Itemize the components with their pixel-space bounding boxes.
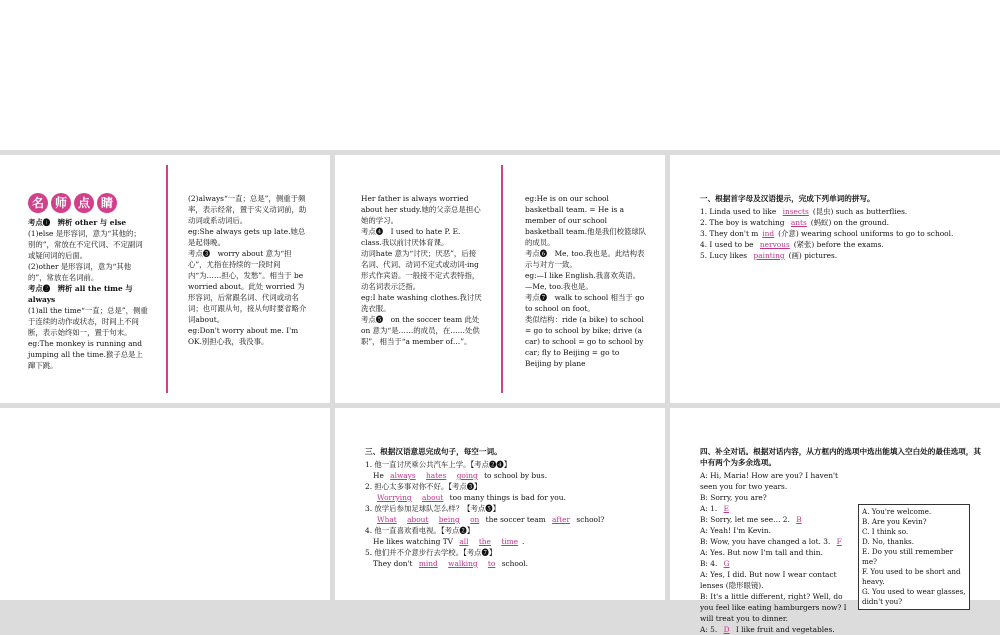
exercise-item: 5. 他们并不介意步行去学校。【考点❼】: [365, 548, 497, 557]
exercise-answer-line: [365, 492, 655, 503]
line-text: (画) pictures.: [788, 251, 838, 260]
exercise-item: 2. 担心太多事对你不好。【考点❸】: [365, 482, 482, 491]
line-text: (昆虫) such as butterflies.: [812, 207, 908, 216]
line-text: A: Hi, Maria! How are you? I haven't seen you for two years.: [700, 471, 838, 491]
blank-top-area: [0, 0, 1000, 150]
option-item: A. You're welcome.: [862, 507, 932, 516]
exercise-heading: 三、根据汉语意思完成句子，每空一词。: [365, 447, 502, 456]
point-text: (1)else 是形容词，意为“其他的；别的”，常放在不定代词、不定副词或疑问词的后面。: [28, 229, 143, 260]
line-text: (介意) wearing school uniforms to go to school.: [778, 229, 954, 238]
exercise-item: [700, 250, 990, 261]
panel-exercise-translate: [335, 408, 665, 600]
point-text: 考点❺ on the soccer team 此处 on 意为“是……的成员，在……处供职”，相当于“a member of…”。: [361, 315, 480, 346]
banner-char: 名: [28, 193, 48, 213]
answer-blank: What: [377, 515, 397, 524]
answer-blank: all: [459, 537, 469, 546]
exercise-item: [700, 239, 990, 250]
line-text: school.: [499, 559, 528, 568]
point-text: 考点❹ I used to hate P. E. class.我以前讨厌体育课。: [361, 227, 461, 247]
line-text: A: 1.: [700, 504, 720, 513]
line-text: 5. Lucy likes: [700, 251, 750, 260]
answer-blank: insects: [782, 207, 809, 216]
dialogue-line: [700, 558, 852, 569]
answer-blank: E: [723, 504, 729, 513]
options-box: [858, 504, 970, 610]
answer-blank: about: [407, 515, 429, 524]
line-text: A: 5.: [700, 625, 720, 634]
dialogue-line: [700, 503, 852, 514]
translate-exercise: [365, 446, 655, 569]
dialogue-line: [700, 591, 852, 624]
line-text: (蚂蚁) on the ground.: [810, 218, 890, 227]
tips-text-col4: [525, 193, 647, 369]
point-heading: 考点❷ 辨析 all the time 与 always: [28, 284, 133, 304]
dialogue-line: [700, 547, 852, 558]
dialogue-line: [700, 525, 852, 536]
point-text: 动词hate 意为“讨厌；厌恶”，后接名词、代词、动词不定式或动词-ing 形式作宾语。一般接不定式表特指，动名词表示泛指。: [361, 249, 480, 291]
dialogue-line: [700, 536, 852, 547]
line-text: They don't: [373, 559, 415, 568]
answer-blank: being: [438, 515, 460, 524]
dialogue-list: [700, 470, 852, 635]
answer-blank: on: [470, 515, 480, 524]
answer-blank: ants: [790, 218, 807, 227]
answer-blank: Worrying: [377, 493, 412, 502]
point-example: —Me, too.我也是。: [525, 282, 593, 291]
pink-divider: [166, 165, 168, 393]
exercise-item: [700, 206, 990, 217]
answer-blank: to: [487, 559, 496, 568]
exercise-answer-line: [365, 514, 655, 525]
dialogue-line: [700, 492, 852, 503]
exercise-answer-line: [365, 470, 655, 481]
exercise-item: [700, 228, 990, 239]
line-text: He likes watching TV: [373, 537, 456, 546]
banner-char: 点: [74, 193, 94, 213]
answer-blank: time: [501, 537, 518, 546]
answer-blank: painting: [753, 251, 785, 260]
option-item: D. No, thanks.: [862, 537, 915, 546]
point-example: Her father is always worried about her study.她的父亲总是担心她的学习。: [361, 194, 481, 225]
line-text: school?: [574, 515, 605, 524]
line-text: 2. The boy is watching: [700, 218, 787, 227]
line-text: B: Sorry, let me see… 2.: [700, 515, 793, 524]
point-heading: 考点❶ 辨析 other 与 else: [28, 218, 127, 227]
answer-blank: after: [552, 515, 571, 524]
point-example: eg:He is on our school basketball team. = He is a member of our school basketball team.他是我们校篮球队的成员。: [525, 194, 647, 247]
panel-exercise-dialogue: [670, 408, 1000, 634]
tips-text-col2: [188, 193, 308, 347]
line-text: 4. I used to be: [700, 240, 756, 249]
exercise-item: 4. 他一直喜欢看电视。【考点❷】: [365, 526, 475, 535]
answer-blank: ind: [762, 229, 775, 238]
point-text: 考点❻ Me, too.我也是。此结构表示与对方一致。: [525, 249, 645, 269]
answer-blank: D: [723, 625, 730, 634]
exercise-heading: 一、根据首字母及汉语提示，完成下列单词的拼写。: [700, 194, 875, 203]
panel-exercise-spelling: [670, 155, 1000, 403]
dialogue-line: [700, 569, 852, 591]
panel-tips-2: [335, 155, 665, 403]
answer-blank: mind: [418, 559, 438, 568]
line-text: B: It's a little different, right? Well, do you feel like eating hamburgers now? I will treat you to dinner.: [700, 592, 847, 623]
point-example: eg:The monkey is running and jumping all the time.猴子总是上蹿下跳。: [28, 339, 143, 370]
pink-divider: [501, 165, 503, 393]
answer-blank: the: [478, 537, 491, 546]
dialogue-line: [700, 514, 852, 525]
point-example: eg:Don't worry about me. I'm OK.别担心我，我没事。: [188, 326, 299, 346]
line-text: too many things is bad for you.: [447, 493, 566, 502]
option-item: G. You used to wear glasses, didn't you?: [862, 587, 966, 606]
line-text: (紧张) before the exams.: [793, 240, 884, 249]
point-text: 考点❸ worry about 意为“担心”，尤指在持续的一段时间内“为……担心，发愁”。相当于 be worried about。此处 worried 为形容词，后常跟名词、代词或动名词；也可跟从句，接从句时要省略介词about。: [188, 249, 307, 324]
line-text: .: [522, 537, 525, 546]
tips-banner: [28, 193, 148, 213]
point-example: eg:She always gets up late.她总是起得晚。: [188, 227, 306, 247]
option-item: C. I think so.: [862, 527, 909, 536]
answer-blank: hates: [426, 471, 447, 480]
banner-char: 师: [51, 193, 71, 213]
line-text: to school by bus.: [481, 471, 548, 480]
panel-blank: [0, 408, 330, 600]
exercise-item: [700, 217, 990, 228]
point-example: eg:I hate washing clothes.我讨厌洗衣服。: [361, 293, 482, 313]
point-text: 考点❼ walk to school 相当于 go to school on foot。: [525, 293, 645, 313]
point-text: 类似结构：ride (a bike) to school = go to school by bike; drive (a car) to school = go to school by car; fly to Beijing = go to Beijing by plane: [525, 315, 644, 368]
answer-blank: about: [422, 493, 444, 502]
line-text: I like fruit and vegetables.: [733, 625, 835, 634]
line-text: B: 4.: [700, 559, 720, 568]
answer-blank: always: [390, 471, 416, 480]
exercise-answer-line: [365, 558, 655, 569]
line-text: B: Wow, you have changed a lot. 3.: [700, 537, 833, 546]
answer-blank: going: [456, 471, 478, 480]
option-item: E. Do you still remember me?: [862, 547, 954, 566]
point-text: (2)other 是形容词，意为“其他的”，常放在名词前。: [28, 262, 132, 282]
line-text: 1. Linda used to like: [700, 207, 779, 216]
line-text: B: Sorry, you are?: [700, 493, 767, 502]
answer-blank: F: [836, 537, 842, 546]
exercise-answer-line: [365, 536, 655, 547]
line-text: A: Yes, I did. But now I wear contact lenses (隐形眼镜).: [700, 570, 837, 590]
answer-blank: B: [796, 515, 802, 524]
tips-text-col1: [28, 217, 148, 371]
banner-char: 睛: [97, 193, 117, 213]
dialogue-line: [700, 624, 852, 635]
answer-blank: nervous: [759, 240, 790, 249]
answer-blank: G: [723, 559, 730, 568]
point-example: eg:—I like English.我喜欢英语。: [525, 271, 641, 280]
spelling-exercise: [700, 193, 990, 261]
spelling-list: [700, 206, 990, 261]
option-item: F. You used to be short and heavy.: [862, 567, 961, 586]
exercise-item: 1. 他一直讨厌乘公共汽车上学。【考点❷❹】: [365, 460, 512, 469]
answer-blank: walking: [448, 559, 478, 568]
line-text: A: Yeah! I'm Kevin.: [700, 526, 771, 535]
dialogue-line: [700, 470, 852, 492]
point-text: (2)always“一直；总是”，侧重于频率，表示经常，置于实义动词前，助动词或系动词后。: [188, 194, 307, 225]
panel-tips-1: [0, 155, 330, 403]
line-text: A: Yes. But now I'm tall and thin.: [700, 548, 823, 557]
exercise-item: 3. 放学后参加足球队怎么样？【考点❺】: [365, 504, 501, 513]
point-text: (1)all the time“一直；总是”，侧重于连续的动作或状态，时间上不间断，表示始终如一，置于句末。: [28, 306, 148, 337]
line-text: the soccer team: [483, 515, 549, 524]
translate-list: [365, 459, 655, 569]
tips-text-col3: [361, 193, 483, 347]
line-text: He: [373, 471, 387, 480]
exercise-heading: 四、补全对话。根据对话内容，从方框内的选项中选出能填入空白处的最佳选项，其中有两个为多余选项。: [700, 447, 981, 467]
option-item: B. Are you Kevin?: [862, 517, 927, 526]
line-text: 3. They don't m: [700, 229, 759, 238]
